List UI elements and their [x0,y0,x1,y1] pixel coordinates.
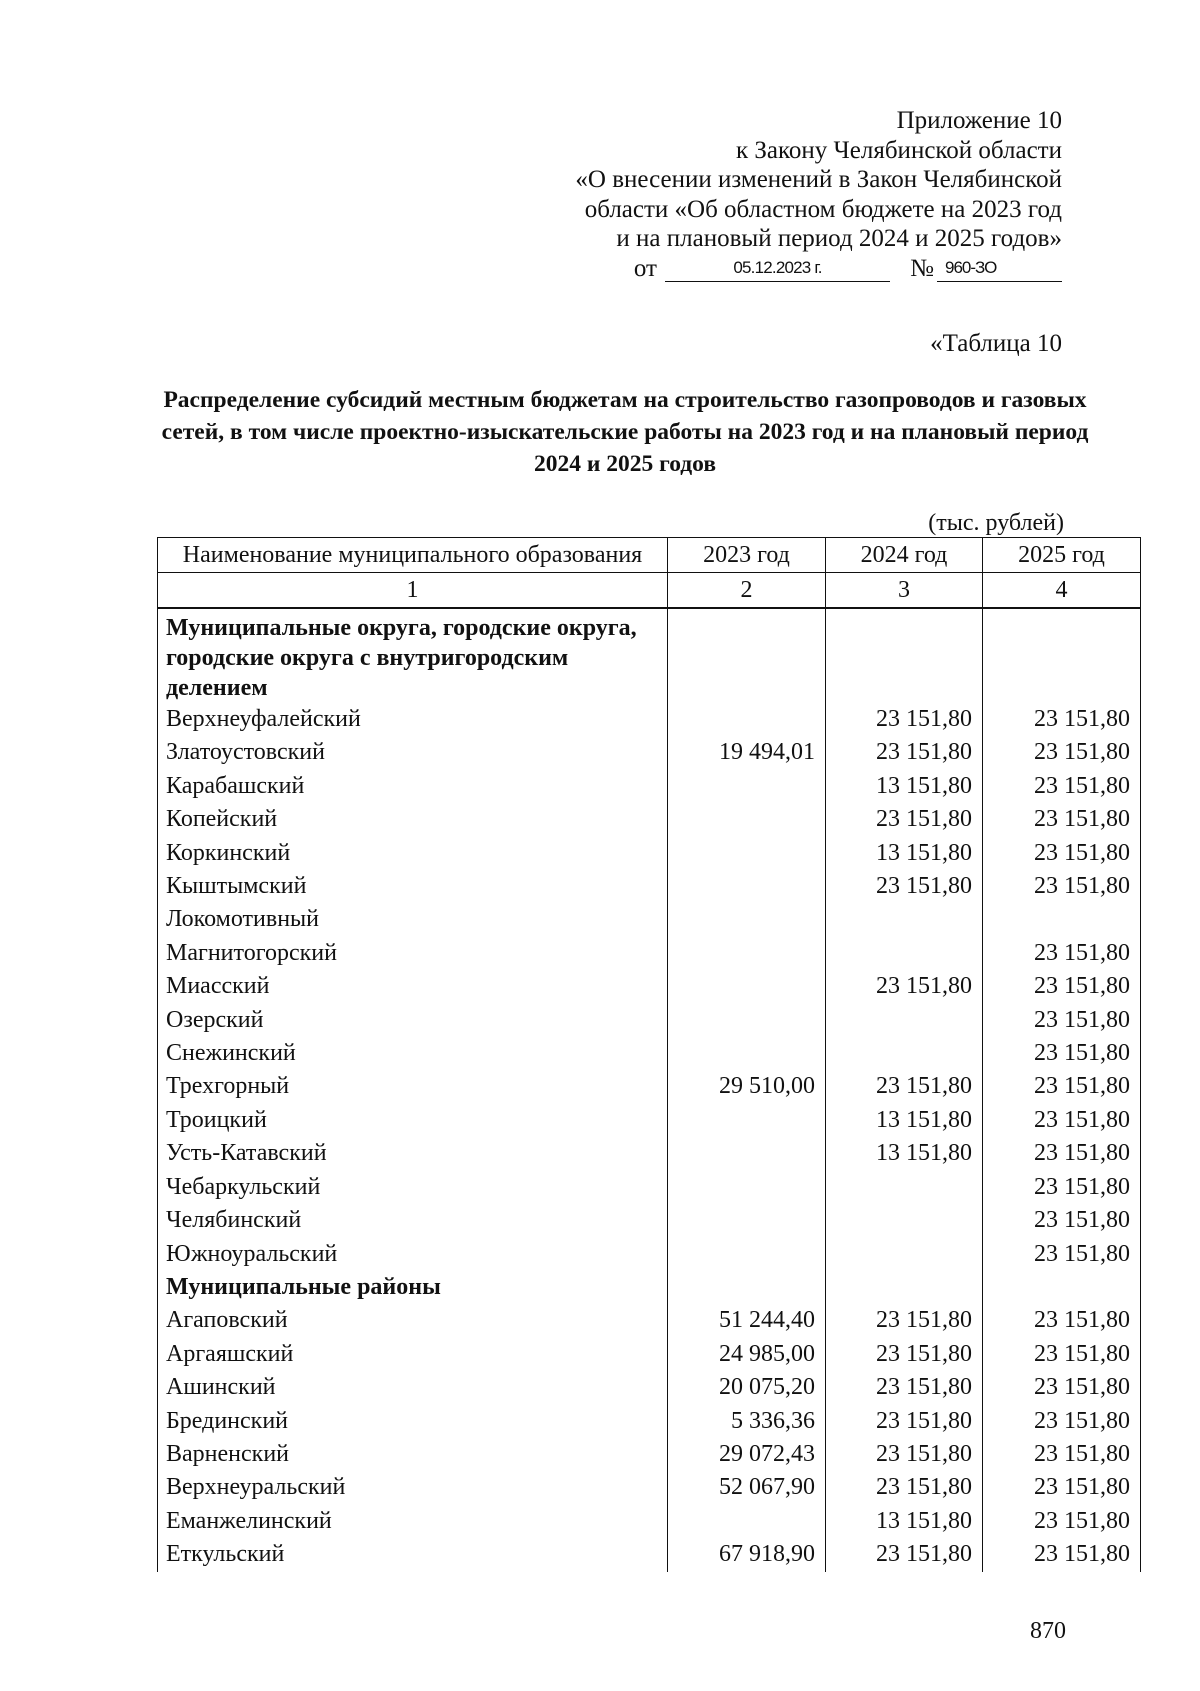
value-2025: 23 151,80 [983,1371,1141,1404]
header-row [158,538,1141,573]
value-2023 [668,770,826,803]
appendix-line: Приложение 10 [896,107,1062,134]
municipality-name: Трехгорный [158,1070,668,1103]
table-row [158,1405,1141,1438]
municipality-name: Верхнеуфалейский [158,703,668,736]
municipality-name: Южноуральский [158,1238,668,1271]
value-2024: 23 151,80 [826,736,983,769]
value-2024: 23 151,80 [826,970,983,1003]
value-2024: 13 151,80 [826,1137,983,1170]
municipality-name: Чебаркульский [158,1171,668,1204]
value-2024: 13 151,80 [826,770,983,803]
number-label: № [910,254,934,282]
table-row [158,803,1141,836]
value-2025: 23 151,80 [983,1304,1141,1337]
municipality-name: Варненский [158,1438,668,1471]
municipality-name: Аргаяшский [158,1338,668,1371]
column-header-2023: 2023 год [668,538,826,573]
page-number: 870 [1030,1618,1066,1644]
value-2025: 23 151,80 [983,1538,1141,1571]
value-2024 [826,1171,983,1204]
value-2023 [668,1204,826,1237]
table-row [158,1137,1141,1170]
municipality-name: Снежинский [158,1037,668,1070]
table-row [158,1070,1141,1103]
table-body [158,608,1141,1572]
value-2025: 23 151,80 [983,736,1141,769]
municipality-name: Златоустовский [158,736,668,769]
municipality-name: Карабашский [158,770,668,803]
value-2024 [826,1204,983,1237]
document-title: Распределение субсидий местным бюджетам на строительство газопроводов и газовых сетей, в том числе проектно-изыскательские работы на 2023 год и на плановый период 2024 и 2025 годов [161,387,1089,477]
table-row [158,703,1141,736]
value-2024 [826,1238,983,1271]
value-2023: 52 067,90 [668,1471,826,1504]
value-2024: 23 151,80 [826,870,983,903]
column-header-2025: 2025 год [983,538,1141,573]
municipality-name: Кыштымский [158,870,668,903]
value-2024: 13 151,80 [826,1505,983,1538]
value-2024 [826,1037,983,1070]
table-row [158,1505,1141,1538]
municipality-name: Озерский [158,1004,668,1037]
empty-cell [983,1271,1141,1304]
value-2024: 23 151,80 [826,1471,983,1504]
column-index: 1 [158,573,668,609]
value-2023 [668,903,826,936]
table-row [158,1171,1141,1204]
municipality-name: Верхнеуральский [158,1471,668,1504]
value-2023: 19 494,01 [668,736,826,769]
value-2024: 23 151,80 [826,1405,983,1438]
value-2025: 23 151,80 [983,770,1141,803]
value-2025: 23 151,80 [983,937,1141,970]
empty-cell [668,608,826,703]
table-row [158,937,1141,970]
value-2023 [668,1171,826,1204]
value-2023: 29 510,00 [668,1070,826,1103]
column-index: 2 [668,573,826,609]
value-2025: 23 151,80 [983,1037,1141,1070]
value-2023 [668,970,826,1003]
table-row [158,1238,1141,1271]
empty-cell [826,1271,983,1304]
table-label: «Таблица 10 [930,330,1062,357]
law-number: 960-ЗО [945,257,997,277]
table-row [158,770,1141,803]
value-2023 [668,1238,826,1271]
law-date: 05.12.2023 г. [665,254,890,282]
value-2025: 23 151,80 [983,803,1141,836]
value-2025: 23 151,80 [983,1204,1141,1237]
municipality-name: Еманжелинский [158,1505,668,1538]
column-header-name: Наименование муниципального образования [158,538,668,573]
table-row [158,903,1141,936]
value-2025: 23 151,80 [983,1438,1141,1471]
table-row [158,837,1141,870]
units-label: (тыс. рублей) [928,510,1064,536]
value-2025: 23 151,80 [983,1004,1141,1037]
table-row [158,1104,1141,1137]
value-2023 [668,803,826,836]
value-2025: 23 151,80 [983,1238,1141,1271]
value-2023: 24 985,00 [668,1338,826,1371]
value-2025: 23 151,80 [983,1338,1141,1371]
municipality-name: Ашинский [158,1371,668,1404]
value-2023: 51 244,40 [668,1304,826,1337]
value-2023 [668,1137,826,1170]
section-row [158,608,1141,703]
value-2025: 23 151,80 [983,703,1141,736]
municipality-name: Челябинский [158,1204,668,1237]
municipality-name: Копейский [158,803,668,836]
value-2023 [668,837,826,870]
municipality-name: Брединский [158,1405,668,1438]
municipality-name: Коркинский [158,837,668,870]
appendix-line: «О внесении изменений в Закон Челябинской [575,166,1062,193]
date-label: от [633,254,657,282]
value-2025: 23 151,80 [983,1070,1141,1103]
value-2023 [668,937,826,970]
municipality-name: Усть-Катавский [158,1137,668,1170]
table-row [158,1004,1141,1037]
table-row [158,1204,1141,1237]
value-2024 [826,1004,983,1037]
section-heading: Муниципальные округа, городские округа, городские округа с внутригородским делением [158,608,668,703]
value-2024: 23 151,80 [826,1304,983,1337]
law-number-field [937,254,1062,282]
table-row [158,1438,1141,1471]
section-heading: Муниципальные районы [158,1271,668,1304]
value-2023: 29 072,43 [668,1438,826,1471]
table-row [158,1538,1141,1571]
value-2025: 23 151,80 [983,870,1141,903]
table-row [158,1471,1141,1504]
value-2024: 23 151,80 [826,1538,983,1571]
value-2023 [668,1104,826,1137]
value-2024: 23 151,80 [826,1438,983,1471]
value-2024: 23 151,80 [826,703,983,736]
value-2025 [983,903,1141,936]
value-2025: 23 151,80 [983,1405,1141,1438]
municipality-name: Агаповский [158,1304,668,1337]
value-2023 [668,870,826,903]
value-2024 [826,937,983,970]
subsidy-table [157,537,1141,1572]
municipality-name: Локомотивный [158,903,668,936]
appendix-line: и на плановый период 2024 и 2025 годов» [616,225,1062,252]
column-index: 3 [826,573,983,609]
value-2025: 23 151,80 [983,1171,1141,1204]
table-row [158,1037,1141,1070]
index-row [158,573,1141,609]
table-row [158,870,1141,903]
value-2023 [668,1037,826,1070]
column-index: 4 [983,573,1141,609]
table-row [158,1371,1141,1404]
value-2023: 67 918,90 [668,1538,826,1571]
empty-cell [826,608,983,703]
appendix-line: к Закону Челябинской области [736,136,1062,164]
value-2024: 13 151,80 [826,1104,983,1137]
value-2024: 23 151,80 [826,803,983,836]
empty-cell [668,1271,826,1304]
value-2025: 23 151,80 [983,1471,1141,1504]
municipality-name: Миасский [158,970,668,1003]
value-2024: 13 151,80 [826,837,983,870]
value-2023 [668,703,826,736]
value-2024: 23 151,80 [826,1070,983,1103]
value-2024: 23 151,80 [826,1371,983,1404]
table-row [158,1304,1141,1337]
table-row [158,970,1141,1003]
appendix-header [575,106,1062,283]
value-2023 [668,1004,826,1037]
table-row [158,736,1141,769]
value-2025: 23 151,80 [983,1104,1141,1137]
appendix-line: области «Об областном бюджете на 2023 год [584,195,1062,223]
section-row [158,1271,1141,1304]
municipality-name: Еткульский [158,1538,668,1571]
value-2025: 23 151,80 [983,1505,1141,1538]
municipality-name: Троицкий [158,1104,668,1137]
value-2024 [826,903,983,936]
value-2023: 5 336,36 [668,1405,826,1438]
value-2025: 23 151,80 [983,970,1141,1003]
value-2024: 23 151,80 [826,1338,983,1371]
empty-cell [983,608,1141,703]
table-row [158,1338,1141,1371]
column-header-2024: 2024 год [826,538,983,573]
municipality-name: Магнитогорский [158,937,668,970]
value-2025: 23 151,80 [983,837,1141,870]
law-date-number-line [575,254,1062,283]
value-2025: 23 151,80 [983,1137,1141,1170]
value-2023 [668,1505,826,1538]
value-2023: 20 075,20 [668,1371,826,1404]
